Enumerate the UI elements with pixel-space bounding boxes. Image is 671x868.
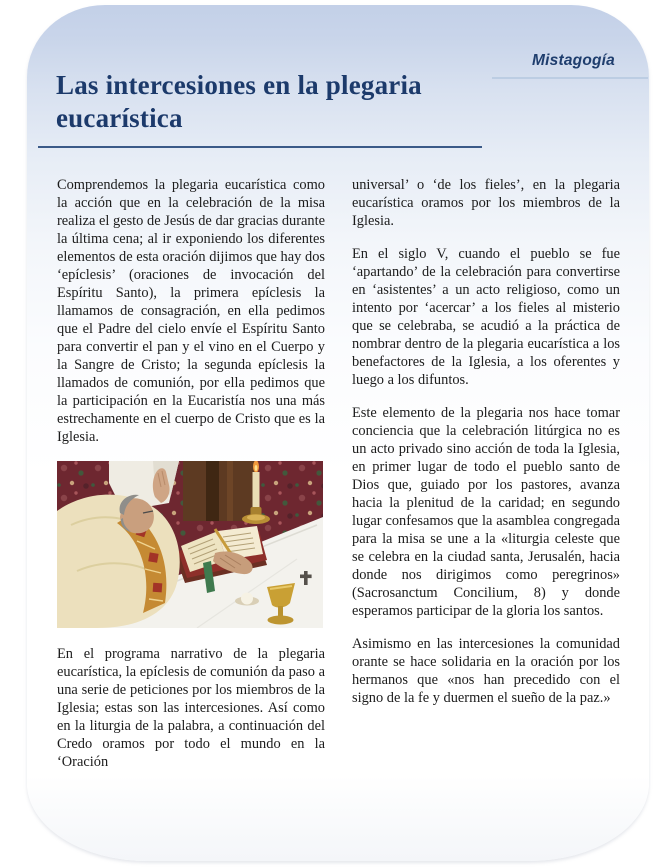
priest-mass-illustration	[57, 461, 323, 628]
paragraph: Comprendemos la plegaria eucarística como la acción que en la celebración de la misa realiza el gesto de Jesús de dar gracias durante la última cena; al ir exponiendo los diferentes elementos de esta oración dijimos que hay dos ‘epíclesis’ (oraciones de invocación del Espíritu Santo), la primera epíclesis la llamamos de consagración, en ella pedimos que el Padre del cielo envíe el Espíritu Santo para convertir el pan y el vino en el Cuerpo y la Sangre de Cristo; la segunda epíclesis la llamados de comunión, por ella pedimos que la participación en la Eucaristía nos una más estrechamente en el cuerpo de Cristo que es la Iglesia.	[57, 177, 325, 445]
mistagogia-badge	[479, 52, 649, 79]
badge-label: Mistagogía	[532, 52, 615, 69]
title-underline	[38, 146, 482, 148]
paragraph: universal’ o ‘de los fieles’, en la plegaria eucarística oramos por los miembros de la Iglesia.	[352, 177, 620, 229]
left-column	[57, 176, 325, 786]
paragraph: En el programa narrativo de la plegaria eucarística, la epíclesis de comunión da paso a una serie de peticiones por los miembros de la Iglesia; estas son las intercesiones. Así como en la liturgia de la palabra, a continuación del Credo oramos por todo el mundo en la ‘Oración	[57, 646, 325, 770]
badge-underline	[492, 77, 648, 79]
paragraph: Asimismo en las intercesiones la comunidad orante se hace solidaria en la oración por los hermanos que «nos han precedido con el signo de la fe y duermen el sueño de la paz.»	[352, 636, 620, 706]
paragraph: Este elemento de la plegaria nos hace tomar conciencia que la celebración litúrgica no es un acto privado sino acción de toda la Iglesia, en primer lugar de todo el pueblo santo de Dios que, guiado por los pastores, avanza hacia la plenitud de la caridad; en segundo lugar confesamos que la asamblea congregada para la misa se une a la «liturgia celeste que se celebra en la ciudad santa, Jerusalén, hacia donde nos dirigimos como peregrinos» (Sacrosanctum Concilium, 8) y donde esperamos participar de la gloria los santos.	[352, 405, 620, 619]
paragraph: En el siglo V, cuando el pueblo se fue ‘apartando’ de la celebración para convertirse en ‘asistentes’ a un acto religioso, como un intento por ‘acercar’ a los fieles al misterio que se celebraba, se acudió a la práctica de nombrar dentro de la plegaria eucarística a los benefactores de la Iglesia, a los oferentes y luego a los difuntos.	[352, 246, 620, 388]
article-columns	[57, 176, 620, 786]
priest-photo	[57, 461, 323, 628]
right-column	[352, 176, 620, 786]
page-card	[27, 5, 649, 861]
page-title: Las intercesiones en la plegaria eucarística	[56, 70, 422, 134]
article-header	[38, 69, 482, 148]
